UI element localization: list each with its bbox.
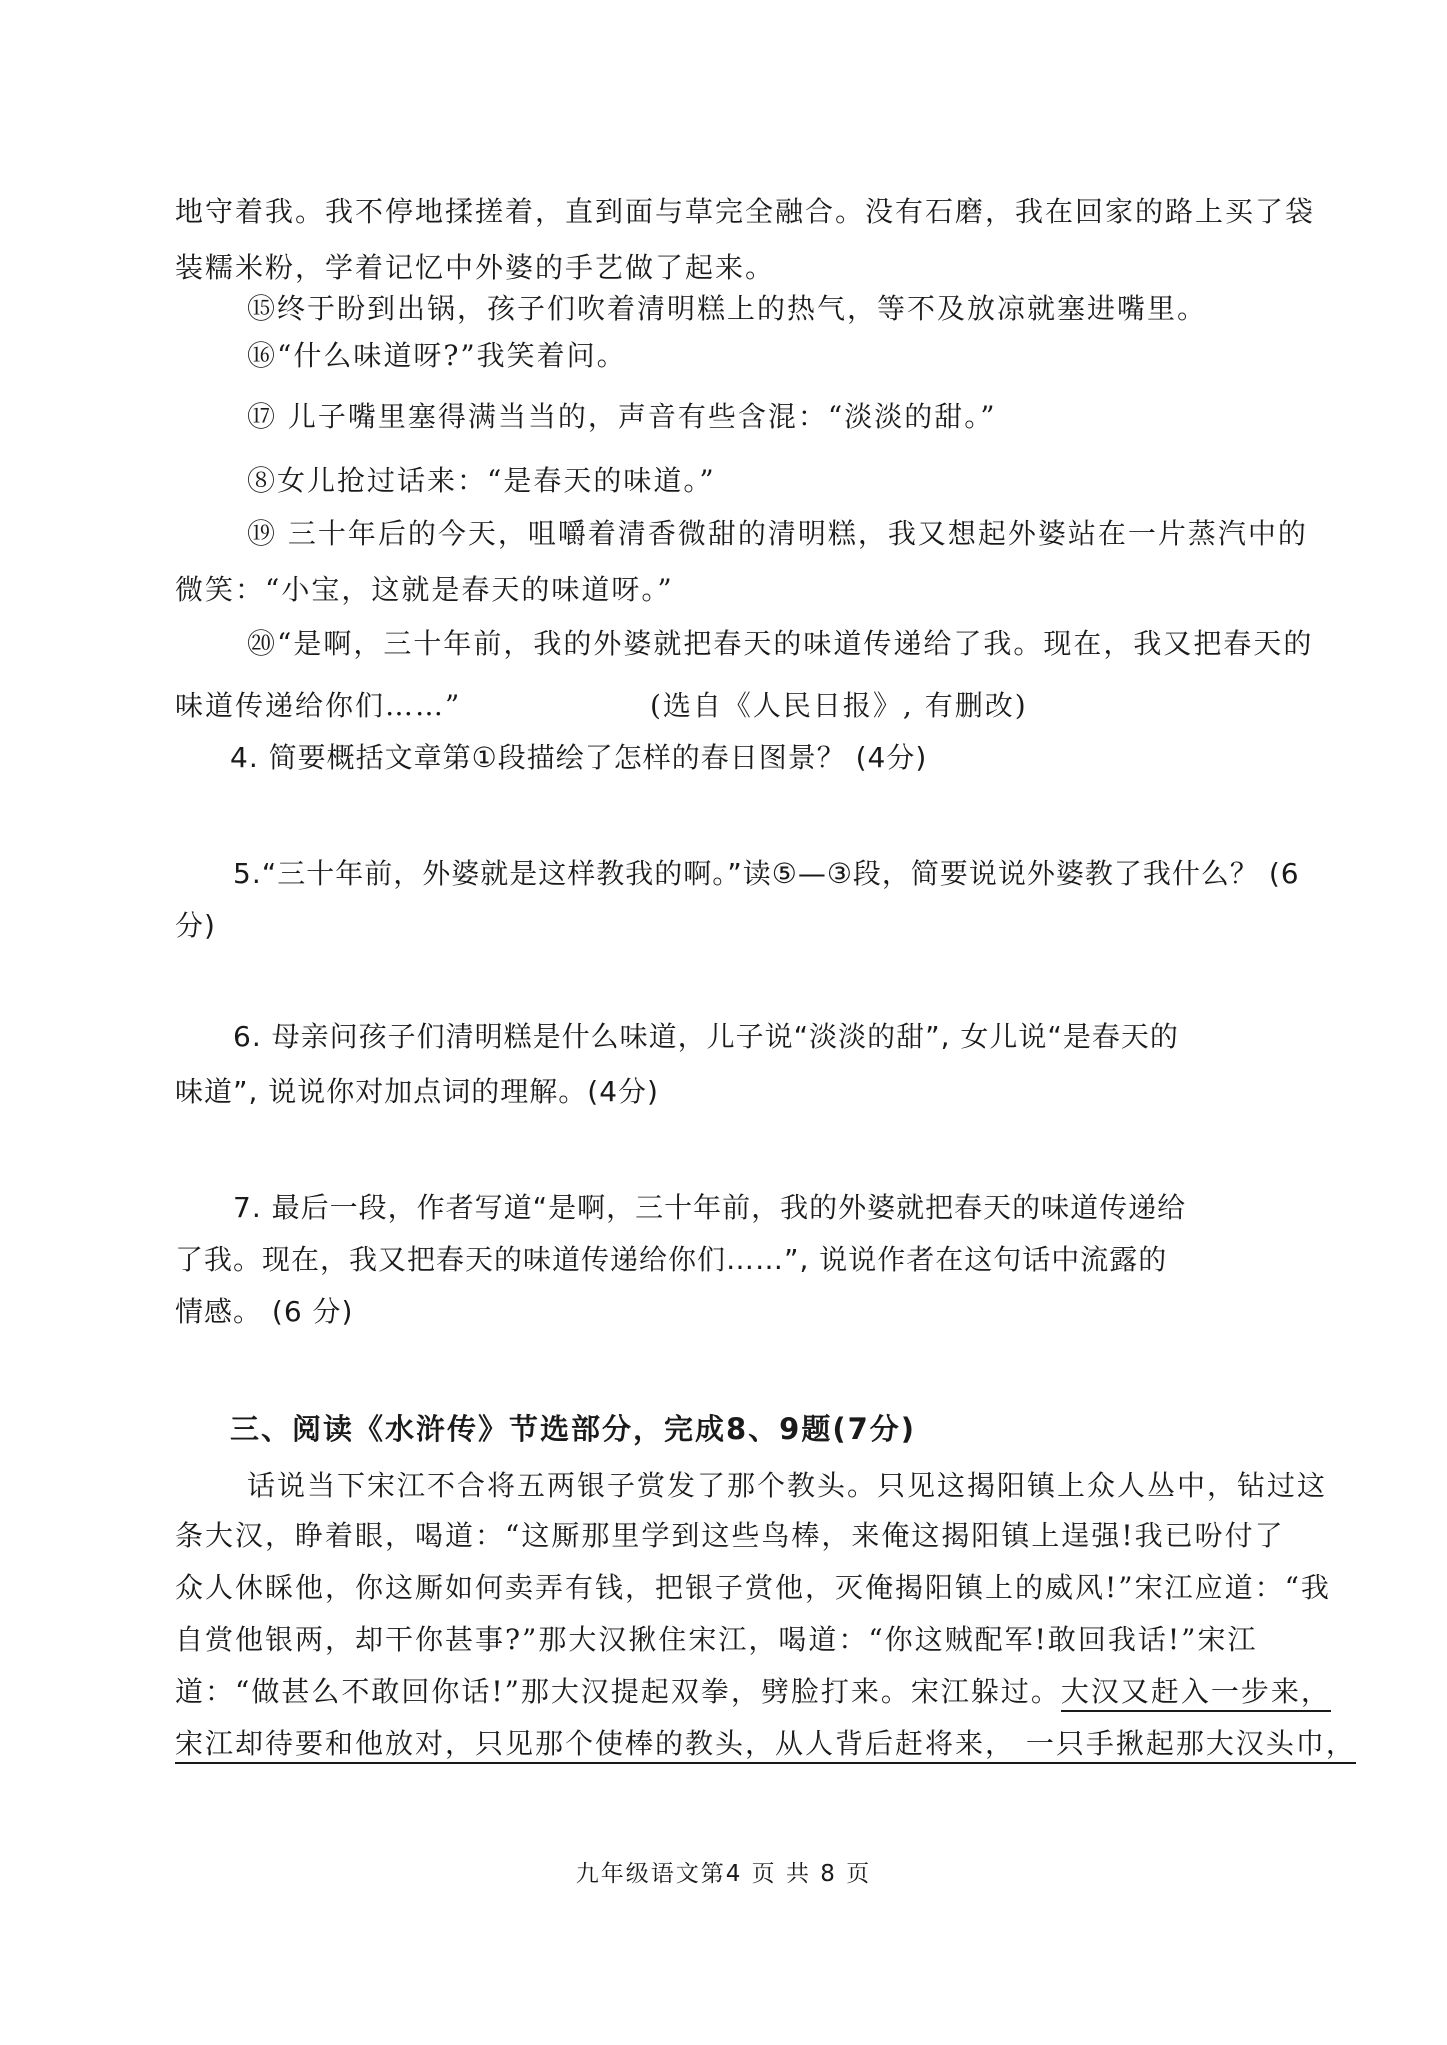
passage-line [175, 1670, 1331, 1722]
passage-text: 道：“做甚么不敢回你话!”那大汉提起双拳，劈脸打来。宋江躲过。 [175, 1675, 1061, 1708]
passage-line: 话说当下宋江不合将五两银子赏发了那个教头。只见这揭阳镇上众人丛中，钻过这 [247, 1469, 1328, 1502]
passage-line: ⑧女儿抢过话来：“是春天的味道。” [247, 464, 716, 497]
passage-line: 装糯米粉，学着记忆中外婆的手艺做了起来。 [175, 251, 776, 284]
passage-line: 自赏他银两，却干你甚事?”那大汉揪住宋江，喝道：“你这贼配军!敢回我话!”宋江 [175, 1623, 1258, 1656]
passage-line: ⑰ 儿子嘴里塞得满当当的，声音有些含混：“淡淡的甜。” [247, 400, 997, 433]
question-line: 了我。现在，我又把春天的味道传递给你们……”, 说说作者在这句话中流露的 [175, 1243, 1168, 1276]
question-line: 5.“三十年前，外婆就是这样教我的啊。”读⑤—③段，简要说说外婆教了我什么？ (6 [233, 857, 1300, 890]
passage-line: 条大汉，睁着眼，喝道：“这厮那里学到这些鸟棒，来俺这揭阳镇上逞强!我已吩付了 [175, 1519, 1285, 1552]
question-7 [175, 1186, 1295, 1334]
passage-line: 众人休睬他，你这厮如何卖弄有钱，把银子赏他，灭俺揭阳镇上的威风!”宋江应道：“我 [175, 1571, 1331, 1604]
page-footer: 九年级语文第4 页 共 8 页 [575, 1861, 872, 1887]
question-line: 7. 最后一段，作者写道“是啊，三十年前，我的外婆就把春天的味道传递给 [233, 1191, 1187, 1224]
passage-paragraph-17 [175, 395, 1295, 439]
passage-line: ⑲ 三十年后的今天，咀嚼着清香微甜的清明糕，我又想起外婆站在一片蒸汽中的 [247, 517, 1308, 550]
question-5 [175, 852, 1300, 948]
passage-line: ⑮终于盼到出锅，孩子们吹着清明糕上的热气，等不及放凉就塞进嘴里。 [247, 292, 1208, 325]
section3-passage [175, 1464, 1356, 1774]
passage-paragraph-continued [175, 184, 1316, 296]
passage-paragraph-15 [175, 287, 1295, 331]
question-line: 6. 母亲问孩子们清明糕是什么味道，儿子说“淡淡的甜”, 女儿说“是春天的 [233, 1020, 1179, 1053]
passage-line: 微笑：“小宝，这就是春天的味道呀。” [175, 573, 674, 606]
passage-paragraph-16 [175, 334, 1295, 378]
passage-line: ⑯“什么味道呀?”我笑着问。 [247, 339, 627, 372]
section-title: 三、阅读《水浒传》节选部分，完成8、9题(7分) [230, 1412, 917, 1446]
question-line: 情感。 (6 分) [175, 1295, 354, 1328]
source-citation: (选自《人民日报》, 有删改) [650, 689, 1028, 722]
passage-paragraph-19 [175, 512, 1308, 624]
passage-line: ⑳“是啊，三十年前，我的外婆就把春天的味道传递给了我。现在，我又把春天的 [247, 627, 1314, 660]
underlined-text: 大汉又赶入一步来， [1061, 1675, 1331, 1712]
question-line: 分) [175, 909, 216, 942]
passage-line [175, 1722, 1356, 1774]
underlined-text: 宋江却待要和他放对，只见那个使棒的教头，从人背后赶将来， 一只手揪起那大汉头巾， [175, 1727, 1356, 1764]
passage-paragraph-18 [175, 459, 1295, 503]
question-line: 4. 简要概括文章第①段描绘了怎样的春日图景？ (4分) [230, 741, 928, 774]
question-6 [175, 1015, 1295, 1114]
passage-line: 味道传递给你们……” [175, 689, 462, 722]
passage-line: 地守着我。我不停地揉搓着，直到面与草完全融合。没有石磨，我在回家的路上买了袋 [175, 195, 1316, 228]
question-4 [230, 736, 1295, 780]
question-line: 味道”, 说说你对加点词的理解。(4分) [175, 1075, 659, 1108]
